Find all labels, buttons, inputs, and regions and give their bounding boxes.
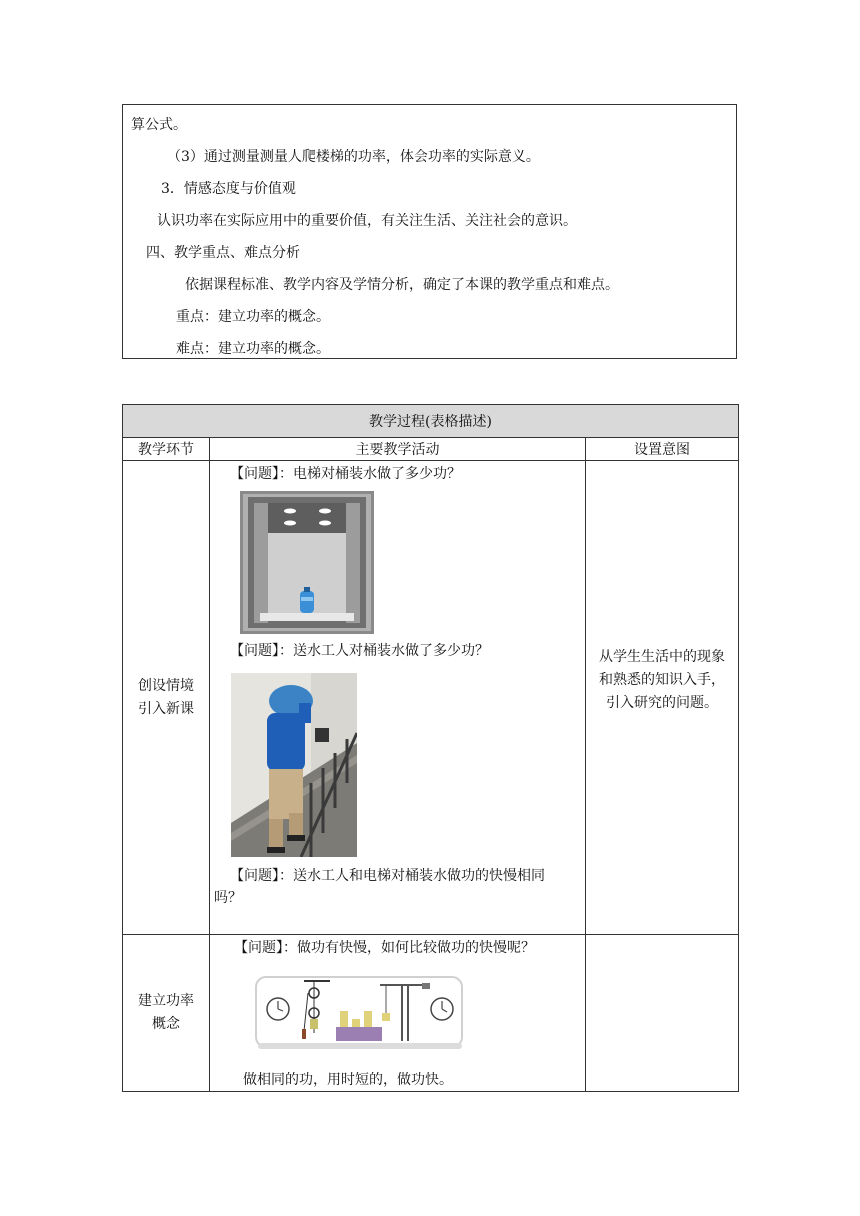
stage-cell [123,935,210,1092]
stage-cell [123,461,210,935]
text-line: 依据课程标准、教学内容及学情分析，确定了本课的教学重点和难点。 [185,277,619,293]
column-header: 教学环节 [123,438,210,461]
column-header: 主要教学活动 [210,438,586,461]
stage-label: 概念 [152,1016,180,1032]
teaching-process-table [122,404,739,1092]
stage-label: 创设情境 [138,677,194,694]
pulley-crane-comparison-image [252,973,468,1053]
water-delivery-worker-image [231,673,357,857]
intent-cell [586,461,739,935]
intent-text: 引入研究的问题。 [606,695,718,711]
stage-label: 建立功率 [138,993,194,1009]
key-point: 重点：建立功率的概念。 [176,309,330,325]
text-line: 算公式。 [131,117,187,133]
activity-cell [210,935,586,1092]
intent-text: 和熟悉的知识入手， [599,672,725,688]
text-line: （3）通过测量测量人爬楼梯的功率，体会功率的实际意义。 [167,149,540,165]
objectives-box [122,104,737,359]
column-header: 设置意图 [586,438,739,461]
activity-cell [210,461,586,935]
elevator-image [240,491,374,634]
intent-cell [586,935,739,1092]
question-text: 【问题】：送水工人和电梯对桶装水做功的快慢相同吗？ [214,868,545,906]
stage-label: 引入新课 [138,700,194,717]
section-heading: 四、教学重点、难点分析 [146,245,300,261]
difficult-point: 难点：建立功率的概念。 [176,341,330,357]
table-title: 教学过程(表格描述) [123,405,739,438]
text-line: 认识功率在实际应用中的重要价值，有关注生活、关注社会的意识。 [157,213,577,229]
conclusion-text: 做相同的功，用时短的，做功快。 [243,1072,453,1088]
question-text: 【问题】：送水工人对桶装水做了多少功？ [230,643,489,659]
intent-text: 从学生生活中的现象 [599,649,725,665]
question-text: 【问题】：做功有快慢，如何比较做功的快慢呢？ [234,940,535,956]
text-line: 3．情感态度与价值观 [161,181,296,197]
question-text: 【问题】：电梯对桶装水做了多少功？ [230,466,461,482]
